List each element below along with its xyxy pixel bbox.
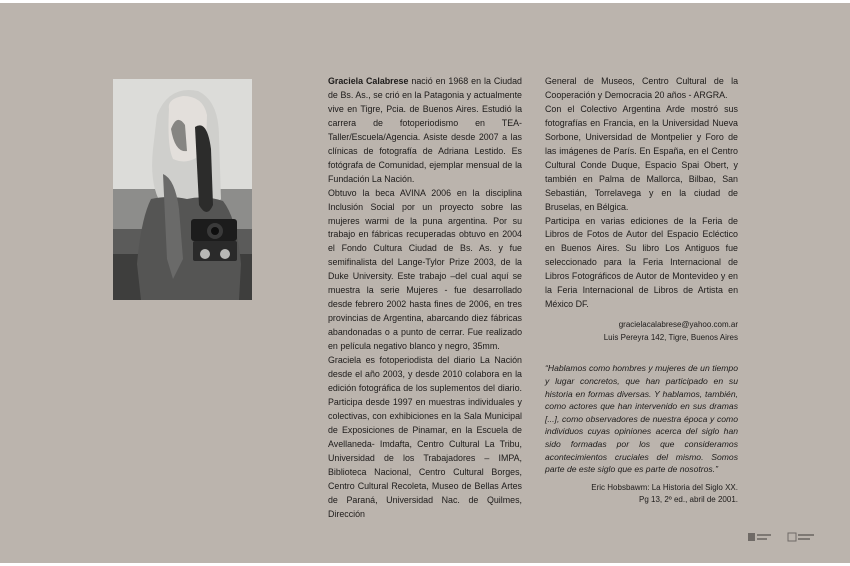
quote-reference: Pg 13, 2º ed., abril de 2001. [639, 495, 738, 505]
portrait-photo-graphic [113, 79, 252, 300]
bio-column-right [545, 75, 738, 507]
quote-text: “Hablamos como hombres y mujeres de un tiempo y lugar concretos, que han participado en su historia en formas diversas. Y hablamos, también, como actores que han intervenido en sus dramas [...], como observadores de nuestra época y como individuos cuyas opiniones acerca del siglo han sido formadas por los que consideramos acontecimientos cruciales del mismo. Somos parte de este siglo que es parte de nosotros.” [545, 363, 738, 475]
portrait-photo [113, 79, 252, 300]
sponsor-logos [748, 530, 818, 542]
quote-block [545, 362, 738, 475]
bio-column-left [328, 75, 522, 522]
bio-paragraph-6: Participa en varias ediciones de la Feria de Libros de Fotos de Autor del Espacio Ecléctico en Buenos Aires. Su libro Los Antiguos fue seleccionado para la Feria Internacional de Libros Fotográficos de Autor de Montevideo y en la Feria Internacional de Libros de Artista en México DF. [545, 215, 738, 310]
quote-author: Eric Hobsbawm: La Historia del Siglo XX. [591, 482, 738, 492]
bio-paragraph-1 [328, 75, 522, 187]
bio-paragraph-5: Con el Colectivo Argentina Arde mostró sus fotografías en Francia, en la Universidad Nueva Sorbone, Universidad de Montpelier y Foro de las imágenes de París. En España, en el Centro Cultural Conde Duque, Espacio Spai Obert, y también en Palma de Mallorca, Bilbao, San Sebastián, Torrelavega y en la ciudad de Bruselas, en Bélgica. [545, 103, 738, 212]
sponsor-logos-graphic [748, 531, 818, 543]
bio-paragraph-2: Obtuvo la beca AVINA 2006 en la disciplina Inclusión Social por un proyecto sobre las mujeres warmi de la puna argentina. Por su trabajo en fábricas recuperadas obtuvo en 2004 el Fondo Cultura Ciudad de Bs. As. y fue semifinalista del Lange-Tylor Prize 2003, de la Duke University. Este trabajo –del cual aquí se muestra la serie Mujeres - fue desarrollado desde febrero 2002 hasta fines de 2006, en tres provincias de Argentina, abarcando diez fábricas abandonadas o a punto de cerrar. Fue realizado en película negativo blanco y negro, 35mm. [328, 187, 522, 352]
contact-address: Luis Pereyra 142, Tigre, Buenos Aires [603, 332, 738, 342]
contact-block [545, 319, 738, 344]
photographer-name: Graciela Calabrese [328, 76, 409, 86]
bio-paragraph-3: Graciela es fotoperiodista del diario La Nación desde el año 2003, y desde 2010 colabora en la edición fotográfica de los suplementos del diario. Participa desde 1997 en muestras individuales y colectivas, con exhibiciones en la Sala Municipal de Exposiciones de Pinamar, en la Escuela de Avellaneda- Imdafta, Centro Cultural La Tribu, Universidad de los Trabajadores – IMPA, Biblioteca Nacional, Centro Cultural Borges, Centro Cultural Recoleta, Museo de Bellas Artes de Paraná, Universidad Nac. de Quilmes, Dirección [328, 355, 522, 519]
contact-email[interactable]: gracielacalabrese@yahoo.com.ar [618, 320, 738, 330]
bio-paragraph-4: General de Museos, Centro Cultural de la Cooperación y Democracia 20 años - ARGRA. [545, 76, 738, 100]
document-page [0, 3, 850, 563]
bio-paragraph-1-text: nació en 1968 en la Ciudad de Bs. As., se crió en la Patagonia y actualmente vive en Tigre, Pcia. de Buenos Aires. Estudió la carrera de fotoperiodismo en TEA-Taller/Escuela/Agencia. Asiste desde 2007 a las clínicas de fotografía de Adriana Lestido. Es fotógrafa de Comunidad, ejemplar mensual de la Fundación La Nación. [328, 76, 522, 184]
quote-attribution [545, 482, 738, 507]
